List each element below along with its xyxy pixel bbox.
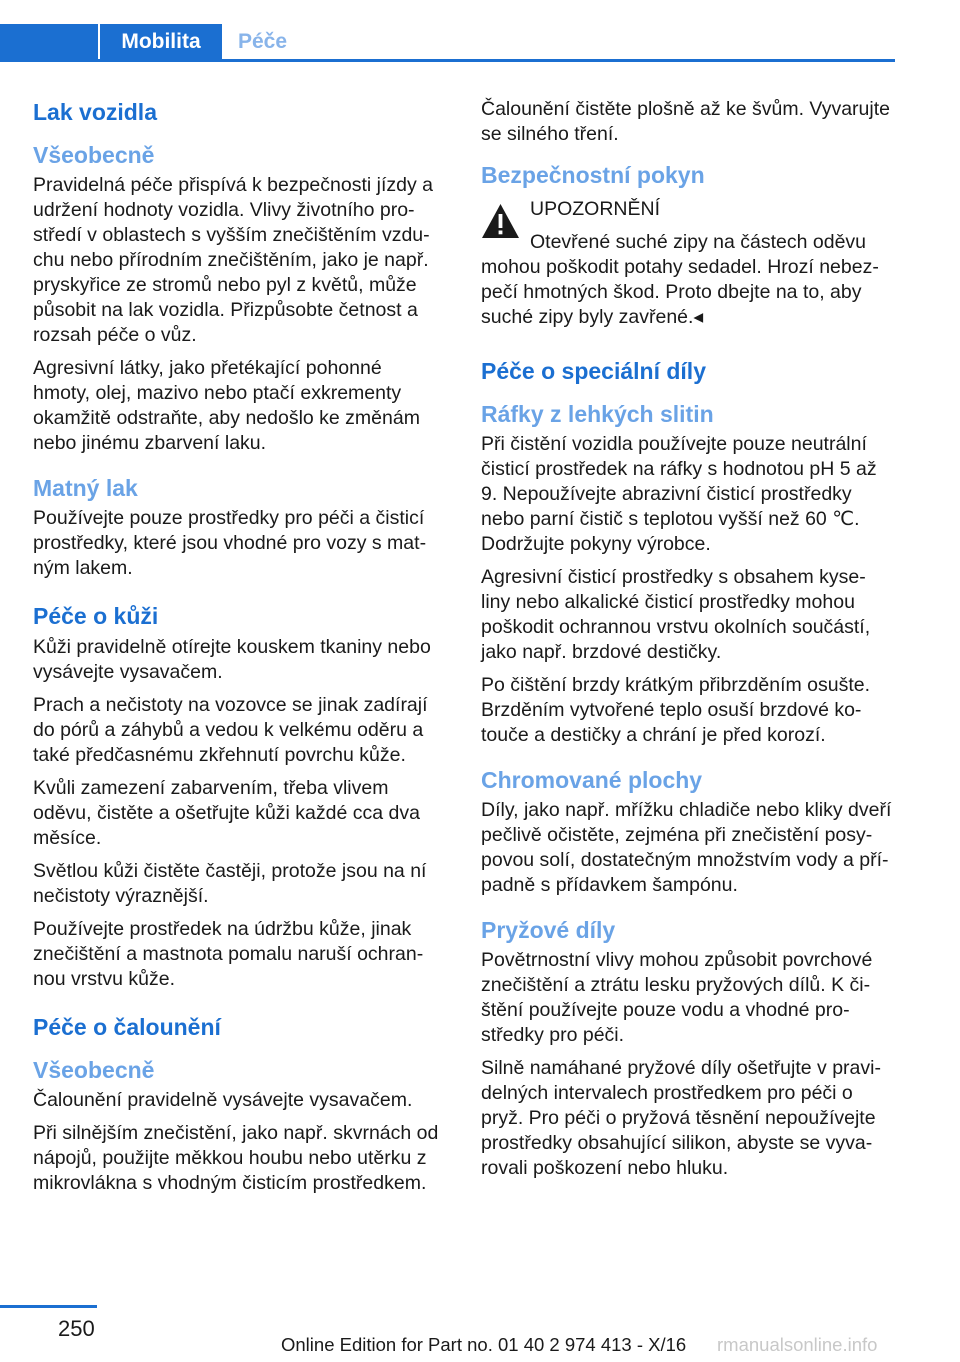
subheading-matte-paint: Matný lak [33,475,138,501]
page-number-rule [0,1305,97,1308]
paragraph: Silně namáhané pryžové díly ošetřujte v pravi‐ delných intervalech prostředkem pro péči o pryž. Pro péči o pryžová těsnění nepoužívejte prostředky obsahující silikon, abyste se vyva‐ rovali poškození nebo hluku. [481,1057,881,1179]
watermark: rmanualsonline.info [717,1334,878,1355]
paragraph: Kvůli zamezení zabarvením, třeba vlivem oděvu, čistěte a ošetřujte kůži každé cca dva měsíce. [33,777,420,849]
paragraph: Pravidelná péče přispívá k bezpečnosti jízdy a udržení hodnoty vozidla. Vlivy životního pro‐ středí v oblastech s vyšším znečištěním vzdu‐ chu nebo přírodním znečištěním, jako je např. pryskyřice ze stromů nebo pyl z květů, může působit na lak vozidla. Přizpůsobte četnost a rozsah péče o vůz. [33,174,433,346]
warning-title: UPOZORNĚNÍ [530,198,661,220]
paragraph: Používejte pouze prostředky pro péči a čisticí prostředky, které jsou vhodné pro vozy s mat‐ ným lakem. [33,507,427,579]
paragraph: Agresivní látky, jako přetékající pohonné hmoty, olej, mazivo nebo ptačí exkrementy okamžitě odstraňte, aby nedošlo ke změnám nebo jinému zbarvení laku. [33,357,420,454]
paragraph: Používejte prostředek na údržbu kůže, jinak znečištění a mastnota pomalu naruší ochran‐ nou vrstvu kůže. [33,918,424,990]
subheading-alloy-wheels: Ráfky z lehkých slitin [481,401,714,427]
paragraph: Kůži pravidelně otírejte kouskem tkaniny nebo vysávejte vysavačem. [33,636,431,683]
subheading-chrome-surfaces: Chromované plochy [481,767,703,793]
paragraph: Díly, jako např. mřížku chladiče nebo kliky dveří pečlivě očistěte, zejména při znečistění posy‐ povou solí, dostatečným množstvím vody a pří‐ padně s přídavkem šampónu. [481,799,892,896]
subheading-safety-note: Bezpečnostní pokyn [481,162,705,188]
paragraph: Při silnějším znečistění, jako např. skvrnách od nápojů, použijte měkkou houbu nebo utěrku z mikrovlákna s vhodným čisticím prostředkem. [33,1122,439,1194]
paragraph: Čalounění pravidelně vysávejte vysavačem. [33,1089,413,1111]
tab-pece[interactable]: Péče [238,30,288,53]
warning-notice [481,197,897,330]
paragraph: Prach a nečistoty na vozovce se jinak zadírají do pórů a záhybů a vedou k velkému oděru a také předčasnému zkřehnutí povrchu kůže. [33,694,428,766]
paragraph: Při čistění vozidla používejte pouze neutrální čisticí prostředek na ráfky s hodnotou pH 5 až 9. Nepoužívejte abrazivní čisticí prostředky nebo parní čistič s teplotou vyšší než 60 ℃. Dodržujte pokyny výrobce. [481,433,877,555]
section-title-special-parts: Péče o speciální díly [481,358,706,384]
left-column [33,97,439,1204]
section-title-paint: Lak vozidla [33,99,157,125]
subheading-general: Všeobecně [33,142,155,168]
tab-underline [0,59,895,62]
chapter-tab-bar [0,24,895,62]
edition-footer: Online Edition for Part no. 01 40 2 974 413 - X/16 [281,1334,687,1355]
warning-text: Otevřené suché zipy na částech oděvu mohou poškodit potahy sedadel. Hrozí nebez‐ pečí hmotných škod. Proto dbejte na to, aby suché zipy byly zavřené.◂ [481,231,879,328]
section-title-upholstery: Péče o čalounění [33,1014,221,1040]
paragraph: Po čištění brzdy krátkým přibrzděním osušte. Brzděním vytvořené teplo osuší brzdové ko‐ touče a destičky a chrání je před korozí. [481,674,871,746]
page-number: 250 [58,1316,95,1341]
section-title-leather: Péče o kůži [33,603,159,629]
paragraph: Povětrnostní vlivy mohou způsobit povrchové znečištění a ztrátu lesku pryžových dílů. K či‐ štění používejte pouze vodu a vhodné pro‐ středky pro péči. [481,949,873,1046]
paragraph: Světlou kůži čistěte častěji, protože jsou na ní nečistoty výraznější. [33,860,427,907]
tab-mobilita[interactable]: Mobilita [100,24,222,59]
right-column [481,97,897,1189]
subheading-general: Všeobecně [33,1057,155,1083]
warning-triangle-icon [481,203,520,239]
tab-spacer [0,24,98,59]
subheading-rubber-parts: Pryžové díly [481,917,616,943]
paragraph: Agresivní čisticí prostředky s obsahem kyse‐ liny nebo alkalické čisticí prostředky mohou poškodit ochrannou vrstvu okolních součástí, jako např. brzdové destičky. [481,566,871,663]
paragraph: Čalounění čistěte plošně až ke švům. Vyvarujte se silného tření. [481,98,890,145]
